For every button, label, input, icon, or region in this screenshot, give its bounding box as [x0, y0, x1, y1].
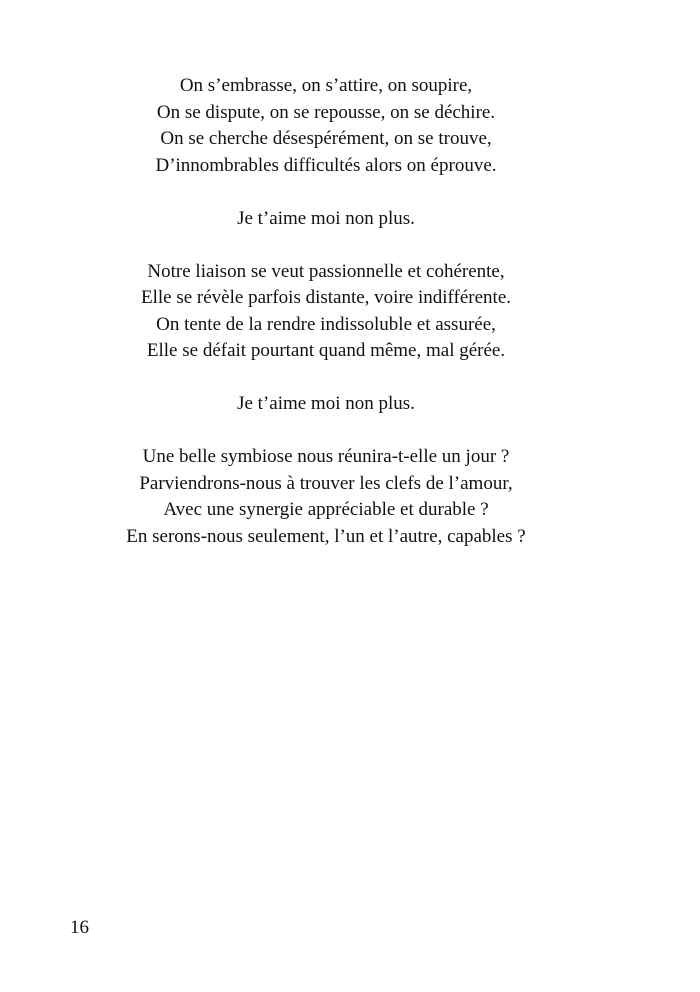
poem-line: On s’embrasse, on s’attire, on soupire,	[179, 75, 473, 96]
stanza-3	[0, 444, 652, 550]
poem-line: On tente de la rendre indissoluble et assurée,	[156, 313, 496, 335]
poem	[0, 73, 652, 577]
stanza-2	[0, 259, 652, 365]
poem-line: Parviendrons-nous à trouver les clefs de l’amour,	[139, 472, 513, 494]
poem-line: On se cherche désespérément, on se trouve,	[160, 128, 492, 149]
poem-line: Une belle symbiose nous réunira-t-elle un jour ?	[142, 446, 510, 467]
poem-line: Elle se défait pourtant quand même, mal gérée.	[146, 340, 506, 361]
refrain-2: Je t’aime moi non plus.	[237, 393, 415, 414]
refrain-1: Je t’aime moi non plus.	[237, 207, 415, 229]
poem-line: Elle se révèle parfois distante, voire indifférente.	[141, 287, 511, 308]
page-number: 16	[70, 917, 89, 938]
poem-line: D’innombrables difficultés alors on éprouve.	[155, 154, 497, 176]
poem-line: En serons-nous seulement, l’un et l’autre, capables ?	[126, 525, 526, 547]
poem-line: On se dispute, on se repousse, on se déchire.	[156, 101, 496, 123]
poem-line: Notre liaison se veut passionnelle et cohérente,	[147, 260, 505, 282]
stanza-1	[0, 73, 652, 179]
poem-line: Avec une synergie appréciable et durable ?	[163, 499, 489, 520]
